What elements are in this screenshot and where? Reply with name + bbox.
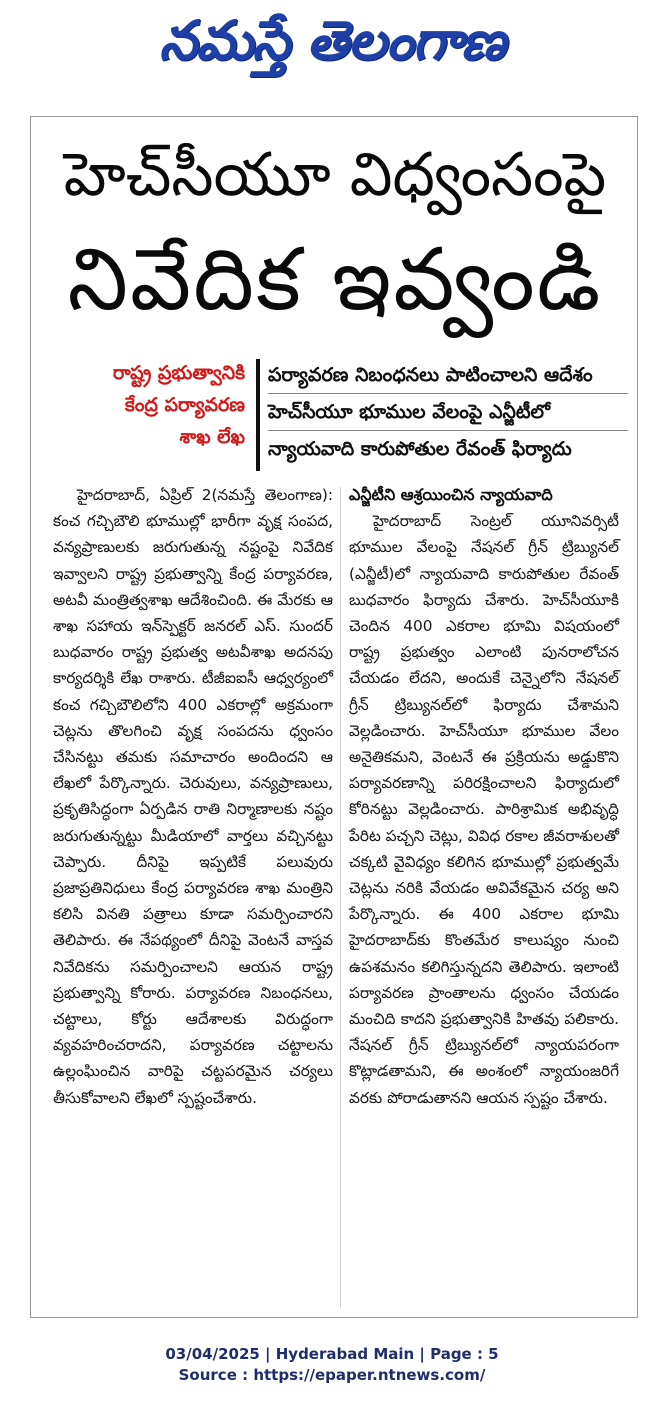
masthead-logo-text: నమస్తే తెలంగాణ [159,8,505,72]
footer-edition-info: 03/04/2025 | Hyderabad Main | Page : 5 [165,1345,499,1363]
kicker [55,357,245,453]
deck-line-3: న్యాయవాది కారుపోతుల రేవంత్ ఫిర్యాదు [268,438,572,460]
kicker-line-1: రాష్ట్ర ప్రభుత్వానికి [112,362,245,384]
deck-line-1: పర్యావరణ నిబంధనలు పాటించాలని ఆదేశం [268,357,628,394]
newspaper-masthead [0,8,664,86]
article-column-1 [53,482,333,1111]
column-2-body: హైదరాబాద్ సెంట్రల్ యూనివర్సిటీ భూముల వేలంపై నేషనల్ గ్రీన్ ట్రిబ్యునల్ (ఎన్జీటీ)లో న్యాయవాది కారుపోతుల రేవంత్ బుధవారం ఫిర్యాదు చేశారు. హెచ్‌సీయూకి చెందిన 400 ఎకరాల భూమి విషయంలో రాష్ట్ర ప్రభుత్వం ఎలాంటి పునరాలోచన చేయడం లేదని, అందుకే చెన్నైలోని నేషనల్ గ్రీన్ ట్రిబ్యునల్‌లో ఫిర్యాదు చేశామని వెల్లడించారు. హెచ్‌సీయూ భూముల వేలం అనైతికమని, వెంటనే ఈ ప్రక్రియను అడ్డుకొని పర్యావరణాన్ని పరిరక్షించాలని ఫిర్యాదులో కోరినట్టు వెల్లడించారు. పారిశ్రామిక అభివృద్ధి పేరిట పచ్చని చెట్లు, వివిధ రకాల జీవరాశులతో చక్కటి వైవిధ్యం కలిగిన భూముల్లో ప్రభుత్వమే చెట్లను నరికి వేయడం అవివేకమైన చర్య అని పేర్కొన్నారు. ఈ 400 ఎకరాల భూమి హైదరాబాద్‌కు కొంతమేర కాలుష్యం నుంచి ఉపశమనం కలిగిస్తున్నదని తెలిపారు. ఇలాంటి పర్యావరణ ప్రాంతాలను ధ్వంసం చేయడం మంచిది కాదని ప్రభుత్వానికి హితవు పలికారు. నేషనల్ గ్రీన్ ట్రిబ్యునల్‌లో న్యాయపరంగా కొట్లాడతామని, ఈ అంశంలో న్యాయంజరిగే వరకు పోరాడుతానని ఆయన స్పష్టం చేశారు. [349,512,619,1107]
column-2-subhead: ఎన్జీటీని ఆశ్రయించిన న్యాయవాది [349,485,553,504]
column-divider [340,487,341,1307]
article-clipping [30,116,638,1318]
headline-line-2: నివేదిక ఇవ్వండి [67,230,603,330]
article-column-2 [349,482,619,1111]
deck-line-2: హెచ్‌సీయూ భూముల వేలంపై ఎన్జీటీలో [268,394,628,431]
footer-source-link[interactable]: Source : https://epaper.ntnews.com/ [178,1366,486,1384]
headline-line-1: హెచ్‌సీయూ విధ్వంసంపై [63,140,607,210]
column-1-body: హైదరాబాద్, ఏప్రిల్ 2(నమస్తే తెలంగాణ): కంచ గచ్చిబౌలి భూముల్లో భారీగా వృక్ష సంపద, వన్యప్రాణులకు జరుగుతున్న నష్టంపై నివేదిక ఇవ్వాలని రాష్ట్ర ప్రభుత్వాన్ని కేంద్ర పర్యావరణ, అటవీ మంత్రిత్వశాఖ ఆదేశించింది. ఈ మేరకు ఆ శాఖ సహాయ ఇన్‌స్పెక్టర్ జనరల్ ఎస్. సుందర్ బుధవారం రాష్ట్ర ప్రభుత్వ అటవీశాఖ అదనపు కార్యదర్శికి లేఖ రాశారు. టీజీఐఐసీ ఆధ్వర్యంలో కంచ గచ్చిబౌలిలోని 400 ఎకరాల్లో అక్రమంగా చెట్లను తొలగించి వృక్ష సంపదను ధ్వంసం చేసినట్టు తమకు సమాచారం అందిందని ఆ లేఖలో పేర్కొన్నారు. చెరువులు, వన్యప్రాణులు, ప్రకృతిసిద్ధంగా ఏర్పడిన రాతి నిర్మాణాలకు నష్టం జరుగుతున్నట్టు మీడియాలో వార్తలు వచ్చినట్టు చెప్పారు. దీనిపై ఇప్పటికే పలువురు ప్రజాప్రతినిధులు కేంద్ర పర్యావరణ శాఖ మంత్రిని కలిసి వినతి పత్రాలు కూడా సమర్పించారని తెలిపారు. ఈ నేపథ్యంలో దీనిపై వెంటనే వాస్తవ నివేదికను సమర్పించాలని ఆయన రాష్ట్ర ప్రభుత్వాన్ని కోరారు. పర్యావరణ నిబంధనలు, చట్టాలు, కోర్టు ఆదేశాలకు విరుద్ధంగా వ్యవహరించరాదని, పర్యావరణ చట్టాలను ఉల్లంఘించిన వారిపై చట్టపరమైన చర్యలు తీసుకోవాలని లేఖలో స్పష్టంచేశారు. [53,486,333,1107]
kicker-line-3: శాఖ లేఖ [179,426,245,448]
kicker-line-2: కేంద్ర పర్యావరణ [124,394,245,416]
subheadline-decks [268,357,628,467]
deck-divider-bar [256,359,260,471]
